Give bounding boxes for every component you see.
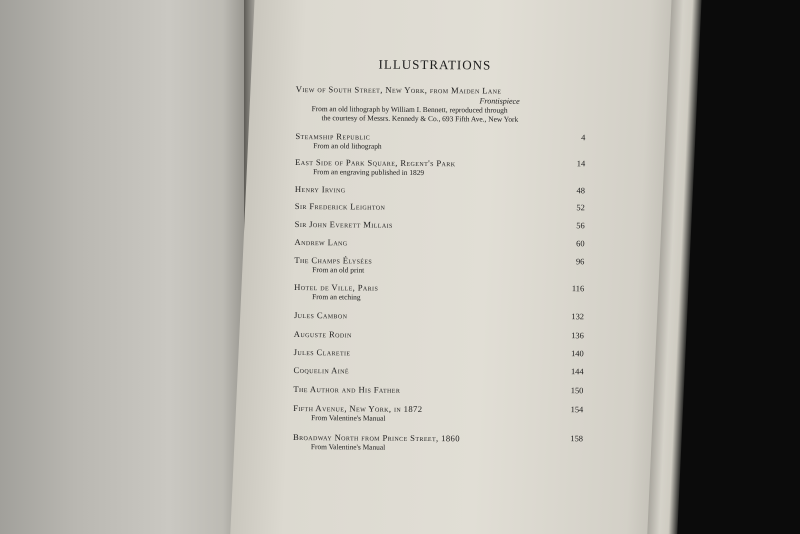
- entry-page: 56: [576, 221, 585, 231]
- entry-title: Sir Frederick Leighton: [294, 200, 386, 212]
- entry-title: The Author and His Father: [293, 383, 401, 395]
- entry-title: Jules Cambon: [293, 309, 348, 321]
- list-item: [293, 432, 593, 453]
- entry-page: 52: [576, 203, 585, 213]
- entry-note: From Valentine's Manual: [310, 442, 386, 452]
- list-item: [295, 157, 595, 178]
- list-item: [293, 403, 593, 424]
- entry-page: 144: [570, 367, 584, 377]
- entry-title: Fifth Avenue, New York, in 1872: [293, 402, 423, 415]
- entry-page: Frontispiece: [479, 96, 520, 106]
- entry-page: 154: [570, 405, 584, 415]
- entry-note: From Valentine's Manual: [311, 413, 386, 423]
- list-item: [294, 255, 594, 276]
- entry-note: From an old lithograph by William I. Bennett, reproduced through: [311, 104, 508, 115]
- entry-title: View of South Street, New York, from Maiden Lane: [295, 83, 502, 96]
- entry-page: 150: [570, 386, 584, 396]
- entry-note: From an old lithograph: [313, 141, 382, 151]
- entry-title: Coquelin Ainé: [293, 364, 350, 376]
- entry-note: the courtesy of Messrs. Kennedy & Co., 693 Fifth Ave., New York: [321, 113, 519, 124]
- entry-title: Hotel de Ville, Paris: [294, 281, 379, 293]
- list-item: [295, 84, 595, 124]
- entry-page: 132: [571, 312, 584, 322]
- entry-page: 48: [576, 186, 585, 196]
- entry-title: Andrew Lang: [294, 236, 348, 248]
- illustrations-list: [292, 56, 606, 452]
- entry-title: Broadway North from Prince Street, 1860: [292, 431, 460, 444]
- entry-page: 4: [581, 133, 586, 143]
- left-page: [0, 0, 250, 534]
- entry-note: From an engraving published in 1829: [313, 167, 425, 178]
- entry-page: 140: [571, 349, 584, 359]
- entry-note: From an etching: [312, 292, 361, 302]
- page-heading: ILLUSTRATIONS: [378, 56, 492, 73]
- entry-title: Auguste Rodin: [293, 328, 352, 340]
- entry-page: 14: [576, 159, 586, 169]
- entry-page: 96: [575, 257, 585, 267]
- entry-title: The Champs Élysées: [294, 254, 373, 266]
- entry-title: Jules Claretie: [293, 346, 351, 358]
- entry-page: 60: [576, 239, 585, 249]
- entry-page: 136: [571, 331, 584, 341]
- entry-title: Sir John Everett Millais: [294, 218, 393, 230]
- entry-note: From an old print: [312, 265, 365, 275]
- list-item: [294, 282, 594, 303]
- entry-title: Steamship Republic: [295, 130, 371, 142]
- list-item: [295, 131, 595, 152]
- entry-title: Henry Irving: [294, 183, 346, 195]
- entry-page: 158: [570, 434, 584, 444]
- entry-title: East Side of Park Square, Regent's Park: [295, 156, 456, 169]
- entry-page: 116: [571, 284, 585, 294]
